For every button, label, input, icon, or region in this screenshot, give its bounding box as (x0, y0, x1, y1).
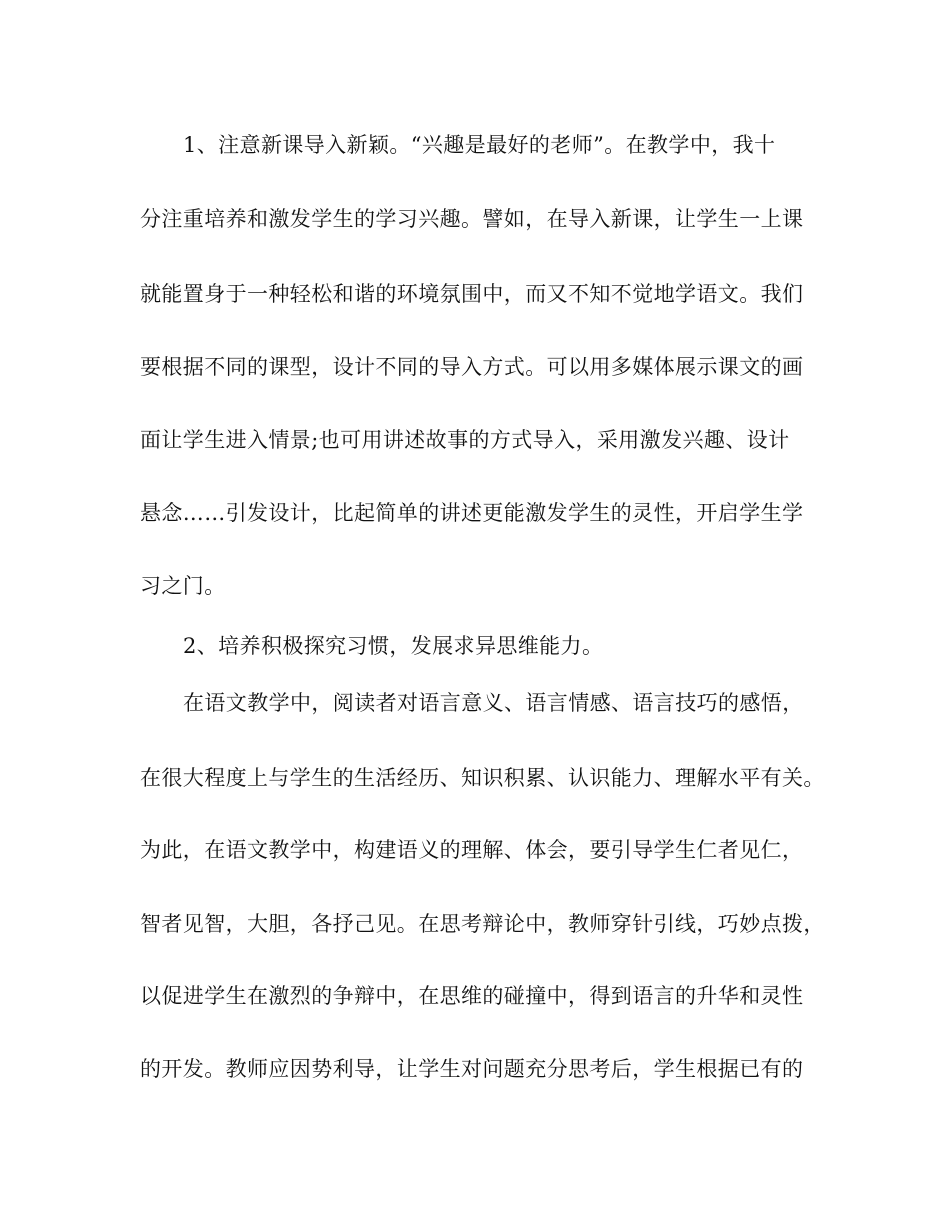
text-line: 1、注意新课导入新颖。“兴趣是最好的老师”。在教学中，我十 (183, 133, 776, 157)
text-line: 要根据不同的课型，设计不同的导入方式。可以用多媒体展示课文的画 (140, 355, 804, 379)
text-line: 为此，在语文教学中，构建语义的理解、体会，要引导学生仁者见仁， (140, 838, 804, 862)
text-line: 在语文教学中，阅读者对语言意义、语言情感、语言技巧的感悟， (183, 691, 804, 715)
text-line: 悬念……引发设计，比起简单的讲述更能激发学生的灵性，开启学生学 (140, 501, 804, 525)
text-line: 面让学生进入情景;也可用讲述故事的方式导入，采用激发兴趣、设计 (140, 428, 790, 452)
text-line: 就能置身于一种轻松和谐的环境氛围中，而又不知不觉地学语文。我们 (140, 282, 804, 306)
text-line: 2、培养积极探究习惯，发展求异思维能力。 (183, 634, 604, 658)
text-line: 以促进学生在激烈的争辩中，在思维的碰撞中，得到语言的升华和灵性 (140, 984, 804, 1008)
text-line: 的开发。教师应因势利导，让学生对问题充分思考后，学生根据已有的 (140, 1057, 804, 1081)
text-line: 在很大程度上与学生的生活经历、知识积累、认识能力、理解水平有关。 (140, 766, 825, 790)
text-line: 智者见智，大胆，各抒己见。在思考辩论中，教师穿针引线，巧妙点拨， (140, 912, 825, 936)
text-line: 习之门。 (140, 574, 226, 598)
text-line: 分注重培养和激发学生的学习兴趣。譬如，在导入新课，让学生一上课 (140, 207, 804, 231)
